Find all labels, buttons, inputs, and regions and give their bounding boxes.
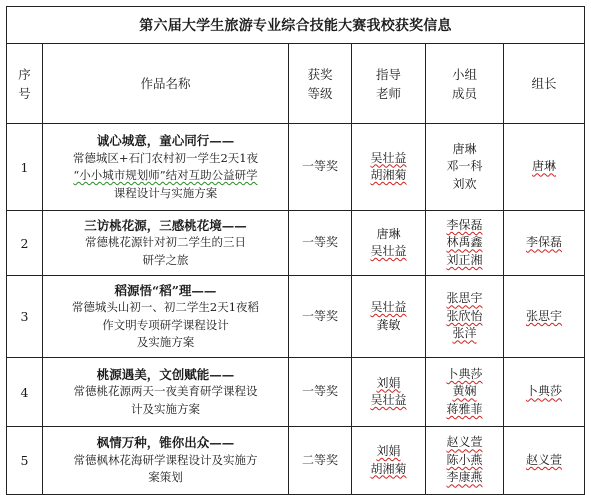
row-no: 5 bbox=[7, 427, 43, 495]
work-title: 枫情万种，锥你出众—— 常德枫林花海研学课程设计及实施方 案策划 bbox=[43, 427, 289, 495]
leader-name: 张思宇 bbox=[504, 276, 585, 358]
row-no: 2 bbox=[7, 211, 43, 276]
table-row bbox=[7, 276, 585, 358]
member-names: 李保磊 林禹鑫 刘正湘 bbox=[426, 211, 504, 276]
header-members: 小组 成员 bbox=[426, 44, 504, 124]
award-level: 一等奖 bbox=[289, 124, 352, 211]
award-level: 二等奖 bbox=[289, 427, 352, 495]
work-title: 诚心城意，童心同行—— 常德城区+石门农村初一学生2天1夜 “小小城市规划师”结对互助公益研学 课程设计与实施方案 bbox=[43, 124, 289, 211]
table-row bbox=[7, 211, 585, 276]
header-no: 序 号 bbox=[7, 44, 43, 124]
leader-name: 赵义萱 bbox=[504, 427, 585, 495]
leader-name: 卜典莎 bbox=[504, 358, 585, 427]
member-names: 卜典莎 黄娴 蒋雅菲 bbox=[426, 358, 504, 427]
row-no: 4 bbox=[7, 358, 43, 427]
work-title: 三访桃花源，三感桃花境—— 常德桃花源针对初二学生的三日 研学之旅 bbox=[43, 211, 289, 276]
member-names: 唐琳 邓一科 刘欢 bbox=[426, 124, 504, 211]
mentor-names: 刘娟 胡湘菊 bbox=[352, 427, 426, 495]
table-title: 第六届大学生旅游专业综合技能大赛我校获奖信息 bbox=[7, 7, 585, 44]
mentor-names: 唐琳 吴壮益 bbox=[352, 211, 426, 276]
header-award: 获奖 等级 bbox=[289, 44, 352, 124]
table-row bbox=[7, 124, 585, 211]
mentor-names: 刘娟 吴壮益 bbox=[352, 358, 426, 427]
award-level: 一等奖 bbox=[289, 276, 352, 358]
award-table bbox=[6, 6, 585, 495]
leader-name: 李保磊 bbox=[504, 211, 585, 276]
member-names: 张思宇 张欣怡 张洋 bbox=[426, 276, 504, 358]
header-leader: 组长 bbox=[504, 44, 585, 124]
mentor-names: 吴壮益 龚敏 bbox=[352, 276, 426, 358]
table-row bbox=[7, 358, 585, 427]
header-mentor: 指导 老师 bbox=[352, 44, 426, 124]
row-no: 3 bbox=[7, 276, 43, 358]
member-names: 赵义萱 陈小燕 李康燕 bbox=[426, 427, 504, 495]
header-row bbox=[7, 44, 585, 124]
mentor-names: 吴壮益 胡湘菊 bbox=[352, 124, 426, 211]
award-level: 一等奖 bbox=[289, 211, 352, 276]
header-work: 作品名称 bbox=[43, 44, 289, 124]
work-title: 稻源悟“稻”理—— 常德城头山初一、初二学生2天1夜稻 作文明专项研学课程设计 及实施方案 bbox=[43, 276, 289, 358]
leader-name: 唐琳 bbox=[504, 124, 585, 211]
award-level: 一等奖 bbox=[289, 358, 352, 427]
row-no: 1 bbox=[7, 124, 43, 211]
award-table-sheet bbox=[6, 6, 584, 485]
work-title: 桃源遇美，文创赋能—— 常德桃花源两天一夜美育研学课程设 计及实施方案 bbox=[43, 358, 289, 427]
table-row bbox=[7, 427, 585, 495]
